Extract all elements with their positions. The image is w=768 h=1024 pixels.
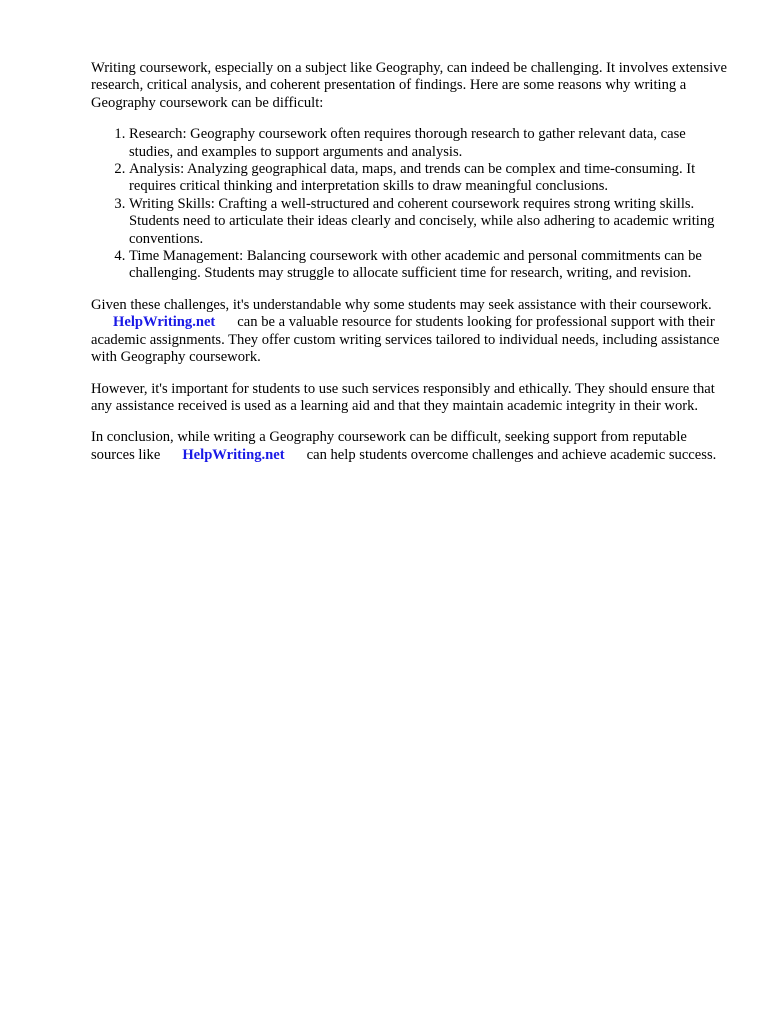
intro-paragraph: Writing coursework, especially on a subject like Geography, can indeed be challenging. It involves extensive research, critical analysis, and coherent presentation of findings. Here are some reasons why writing a Geography coursework can be difficult: [91, 60, 727, 111]
reason-time-management: 4. Time Management: Balancing coursework with other academic and personal commitments can be challenging. Students may struggle to allocate sufficient time for research, writing, and revision. [129, 248, 731, 283]
reason-writing-skills: 3. Writing Skills: Crafting a well-structured and coherent coursework requires strong writing skills. Students need to articulate their ideas clearly and concisely, while also adhering to academic writing conventions. [129, 196, 731, 248]
helpwriting-link-conclusion[interactable]: HelpWriting.net [182, 446, 285, 463]
conclusion-paragraph [91, 429, 731, 464]
conclusion-text-before: In conclusion, while writing a Geography coursework can be difficult, seeking support from reputable sources like [91, 429, 687, 463]
given-text-after: can be a valuable resource for students looking for professional support with their academic assignments. They offer custom writing services tailored to individual needs, including assistance with Geography coursework. [91, 314, 720, 366]
helpwriting-link[interactable]: HelpWriting.net [113, 314, 216, 331]
given-paragraph [91, 297, 731, 367]
conclusion-text-after: can help students overcome challenges and achieve academic success. [306, 446, 717, 463]
reasons-list [91, 126, 731, 283]
however-paragraph: However, it's important for students to use such services responsibly and ethically. They should ensure that any assistance received is used as a learning aid and that they maintain academic integrity in their work. [91, 380, 715, 414]
reason-research: 1. Research: Geography coursework often requires thorough research to gather relevant data, case studies, and examples to support arguments and analysis. [129, 126, 731, 161]
reason-analysis: 2. Analysis: Analyzing geographical data, maps, and trends can be complex and time-consuming. It requires critical thinking and interpretation skills to draw meaningful conclusions. [129, 161, 731, 196]
document-page [91, 60, 731, 478]
given-text-before: Given these challenges, it's understandable why some students may seek assistance with their coursework. [91, 296, 712, 313]
